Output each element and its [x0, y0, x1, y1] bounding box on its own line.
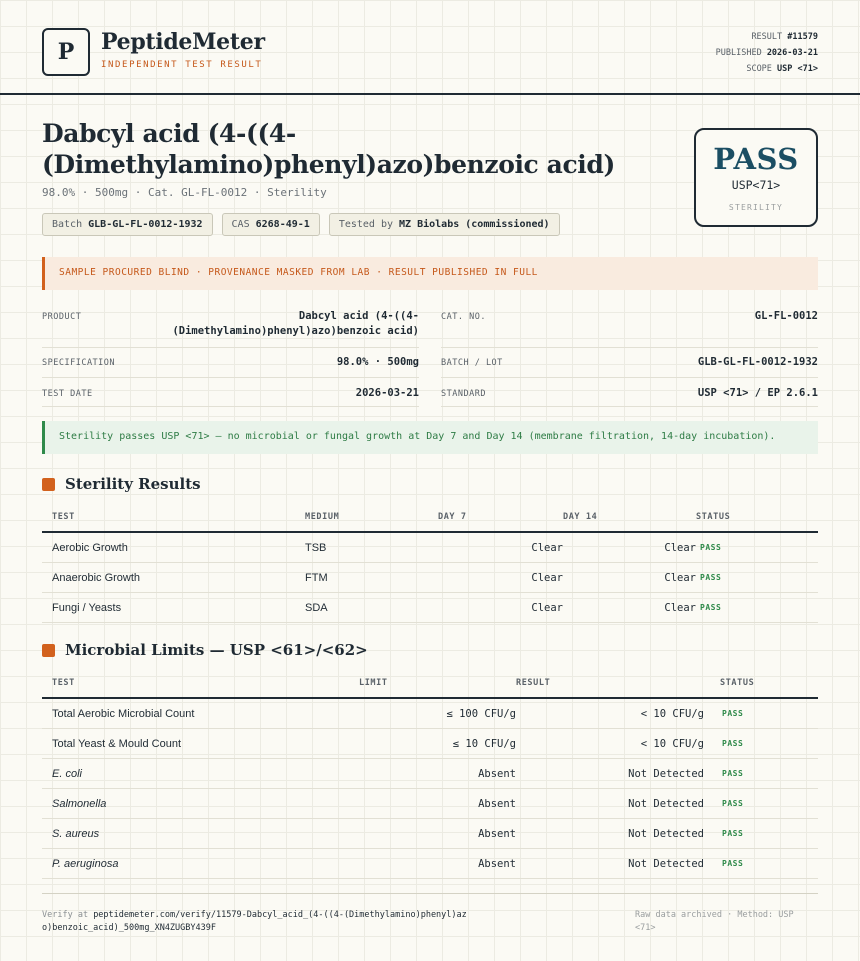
cell-result: Not Detected [516, 849, 704, 879]
scope-value: USP <71> [777, 64, 818, 74]
cell-test: P. aeruginosa [42, 849, 359, 879]
table-row [42, 759, 818, 789]
header-divider [0, 93, 860, 95]
summary-banner: Sterility passes USP <71> — no microbial or fungal growth at Day 7 and Day 14 (membrane filtration, 14-day incubation). [42, 421, 818, 454]
sterility-table [42, 503, 818, 623]
spec-divider [42, 347, 419, 348]
spec-divider [42, 377, 419, 378]
chip-value: GLB-GL-FL-0012-1932 [88, 219, 203, 230]
cell-limit: ≤ 10 CFU/g [359, 729, 516, 759]
result-number: #11579 [787, 32, 818, 42]
product-chips [42, 213, 560, 236]
section-marker-icon [42, 478, 55, 491]
cell-test: E. coli [42, 759, 359, 789]
table-row [42, 563, 818, 593]
cell-day7: Clear [438, 532, 563, 563]
product-title: Dabcyl acid (4-((4-(Dimethylamino)phenyl)azo)benzoic acid) [42, 119, 615, 179]
cell-result: < 10 CFU/g [516, 698, 704, 729]
status-badge: PASS [704, 729, 818, 759]
verdict-result: PASS [713, 142, 799, 176]
verdict-scope: STERILITY [728, 203, 784, 212]
table-row [42, 532, 818, 563]
cell-test: Aerobic Growth [42, 532, 305, 563]
section-marker-icon [42, 644, 55, 657]
cell-limit: Absent [359, 819, 516, 849]
microbial-section-title [42, 641, 368, 659]
section-title-text: Sterility Results [65, 475, 201, 493]
cell-result: Not Detected [516, 759, 704, 789]
cell-day14: Clear [563, 532, 696, 563]
spec-divider [441, 377, 818, 378]
table-row [42, 789, 818, 819]
cell-test: Anaerobic Growth [42, 563, 305, 593]
spec-cat-label: CAT. NO. [441, 312, 486, 322]
result-label: RESULT [751, 32, 783, 42]
cell-result: < 10 CFU/g [516, 729, 704, 759]
verify-link[interactable]: peptidemeter.com/verify/11579-Dabcyl_acid_(4-((4-(Dimethylamino)phenyl)azo)benzoic_acid)_500mg_XN4ZUGBY439F [42, 910, 467, 933]
status-badge: PASS [704, 759, 818, 789]
microbial-table [42, 669, 818, 879]
cell-limit: ≤ 100 CFU/g [359, 698, 516, 729]
status-badge: PASS [704, 698, 818, 729]
spec-divider [42, 406, 419, 407]
cell-day14: Clear [563, 563, 696, 593]
chip-value: MZ Biolabs (commissioned) [399, 219, 550, 230]
archive-note: Raw data archived · Method: USP <71> [635, 910, 794, 933]
scope-label: SCOPE [746, 64, 772, 74]
col-limit: LIMIT [359, 669, 516, 698]
spec-cat-value: GL-FL-0012 [754, 310, 818, 322]
chip-value: 6268-49-1 [255, 219, 310, 230]
cell-limit: Absent [359, 789, 516, 819]
cell-medium: FTM [305, 563, 438, 593]
spec-spec-label: SPECIFICATION [42, 358, 116, 368]
brand-tagline: INDEPENDENT TEST RESULT [101, 60, 263, 70]
batch-chip [42, 213, 213, 236]
verify-prefix: Verify at [42, 910, 89, 920]
table-row [42, 849, 818, 879]
cell-day7: Clear [438, 563, 563, 593]
table-header-row [42, 503, 818, 532]
verdict-badge [694, 128, 818, 227]
lab-chip [329, 213, 560, 236]
table-row [42, 698, 818, 729]
spec-standard-value: USP <71> / EP 2.6.1 [697, 387, 818, 399]
status-badge: PASS [696, 532, 818, 563]
cell-limit: Absent [359, 759, 516, 789]
chip-label: Batch [52, 219, 83, 230]
cell-day14: Clear [563, 593, 696, 623]
cell-test: Total Yeast & Mould Count [42, 729, 359, 759]
verdict-standard: USP<71> [731, 178, 781, 192]
spec-divider [441, 406, 818, 407]
col-result: RESULT [516, 669, 704, 698]
section-title-text: Microbial Limits — USP <61>/<62> [65, 641, 368, 659]
published-label: PUBLISHED [715, 48, 762, 58]
sterility-section-title [42, 475, 201, 493]
brand [101, 29, 265, 70]
cell-test: Salmonella [42, 789, 359, 819]
verify-note [42, 909, 472, 935]
spec-date-value: 2026-03-21 [355, 387, 419, 399]
spec-divider [441, 347, 818, 348]
status-badge: PASS [704, 819, 818, 849]
status-badge: PASS [704, 789, 818, 819]
table-header-row [42, 669, 818, 698]
chip-label: Tested by [338, 219, 393, 230]
spec-date-label: TEST DATE [42, 389, 93, 399]
col-day14: DAY 14 [563, 503, 696, 532]
cell-test: Fungi / Yeasts [42, 593, 305, 623]
spec-spec-value: 98.0% · 500mg [336, 356, 419, 368]
cell-medium: SDA [305, 593, 438, 623]
col-test: TEST [42, 503, 305, 532]
status-badge: PASS [696, 563, 818, 593]
cell-day7: Clear [438, 593, 563, 623]
spec-product-value: Dabcyl acid (4-((4-(Dimethylamino)phenyl)azo)benzoic acid) [172, 310, 419, 337]
spec-batch-value: GLB-GL-FL-0012-1932 [697, 356, 818, 368]
footer-divider [42, 893, 818, 894]
cas-chip [222, 213, 320, 236]
product-subtitle: 98.0% · 500mg · Cat. GL-FL-0012 · Sterility [42, 186, 327, 199]
spec-standard-label: STANDARD [441, 389, 486, 399]
cell-test: S. aureus [42, 819, 359, 849]
blind-notice-banner: SAMPLE PROCURED BLIND · PROVENANCE MASKED FROM LAB · RESULT PUBLISHED IN FULL [42, 257, 818, 290]
status-badge: PASS [696, 593, 818, 623]
table-row [42, 729, 818, 759]
cell-result: Not Detected [516, 819, 704, 849]
brand-logo: P [42, 28, 90, 76]
cell-medium: TSB [305, 532, 438, 563]
result-meta [716, 29, 818, 77]
cell-limit: Absent [359, 849, 516, 879]
cell-test: Total Aerobic Microbial Count [42, 698, 359, 729]
col-medium: MEDIUM [305, 503, 438, 532]
spec-batch-label: BATCH / LOT [441, 358, 503, 368]
cell-result: Not Detected [516, 789, 704, 819]
table-row [42, 819, 818, 849]
table-row [42, 593, 818, 623]
status-badge: PASS [704, 849, 818, 879]
published-date: 2026-03-21 [766, 48, 818, 58]
brand-name: PeptideMeter [101, 29, 265, 55]
col-status: STATUS [696, 503, 818, 532]
spec-product-label: PRODUCT [42, 312, 82, 322]
col-day7: DAY 7 [438, 503, 563, 532]
col-test: TEST [42, 669, 359, 698]
col-status: STATUS [704, 669, 818, 698]
chip-label: CAS [231, 219, 250, 230]
